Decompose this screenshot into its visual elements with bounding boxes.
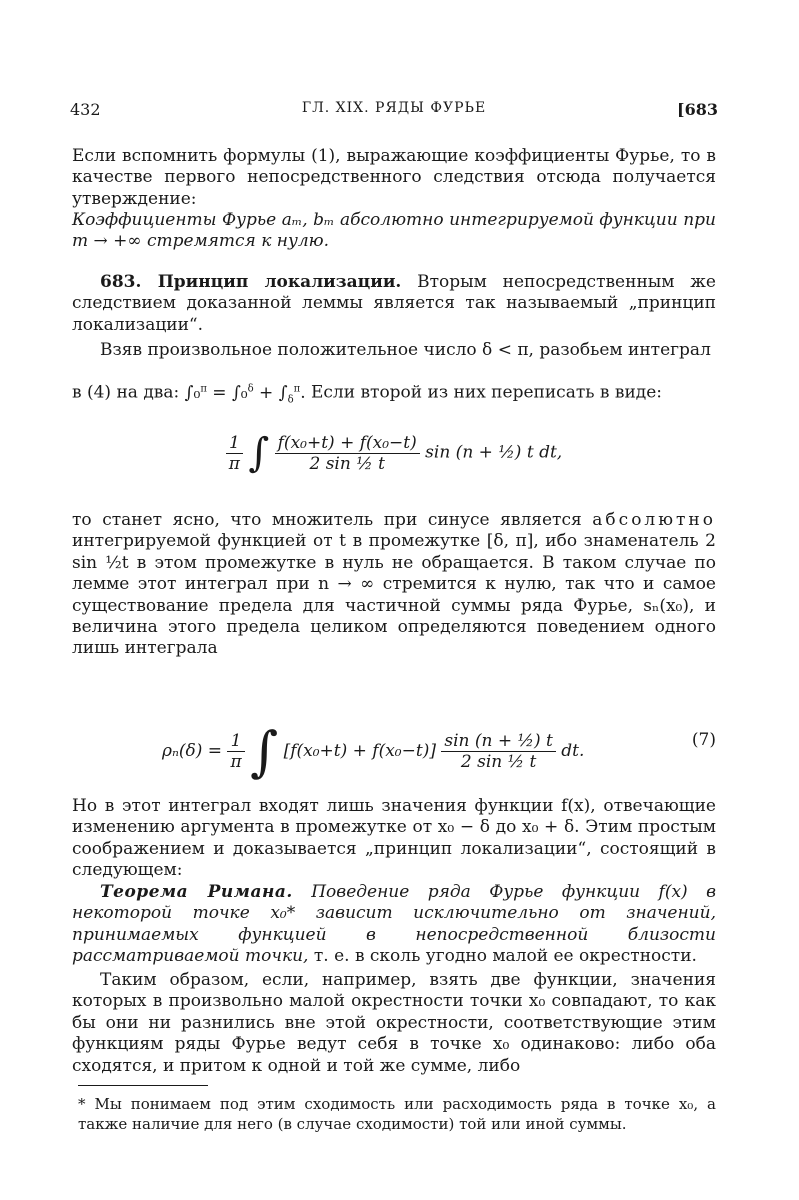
formula2-fraction (441, 731, 556, 772)
split-line-2b: Если второй из них переписать в виде: (311, 382, 663, 403)
theorem-text: Поведение ряда Фурье функции f(x) в некоторой точке x₀* зависит исключительно от значений, принимаемых функцией в непосредственной близости рассматриваемой точки, (72, 882, 717, 967)
split-line-2a: в (4) на два: (72, 382, 180, 403)
formula2-body: [f(x₀+t) + f(x₀−t)] (283, 741, 436, 761)
equation-number: (7) (691, 730, 716, 750)
section-mark: [683 (677, 100, 718, 119)
theorem-riemann (72, 882, 716, 968)
p5-part-b: интегрируемой функцией от t в промежутке [δ, π], ибо знаменатель 2 sin ½t в этом промежутке в нуль не обращается. В таком случае по лемме этот интеграл при n → ∞ стремится к нулю, так что и самое существование предела для частичной суммы ряда Фурье, sₙ(x₀), и величина этого предела целиком определяются поведением одного лишь интеграла (72, 531, 716, 659)
paragraph-split-integral (72, 340, 716, 361)
formula2-numerator: sin (n + ½) t (441, 731, 556, 752)
formula2-denominator: 2 sin ½ t (460, 752, 537, 772)
paragraph-two-functions: Таким образом, если, например, взять две функции, значения которых в произвольно малой окрестности точки x₀ совпадают, то как бы они ни разнились вне этой окрестности, соответствующие этим функциям ряды Фурье ведут себя в точке x₀ одинаково: либо оба сходятся, и притом к одной и той же сумме, либо (72, 970, 716, 1076)
paragraph-fourier-coefficients: Если вспомнить формулы (1), выражающие коэффициенты Фурье, то в качестве первого непосредственного следствия отсюда получается утверждение: (72, 146, 716, 209)
p5-part-a: то станет ясно, что множитель при синусе является (72, 510, 593, 530)
page-number: 432 (70, 100, 101, 119)
formula1-numerator: f(x₀+t) + f(x₀−t) (275, 433, 420, 454)
theorem-tail: т. е. в сколь угодно малой ее окрестности. (308, 946, 697, 967)
integral-sign: ∫ (248, 430, 270, 476)
section-683 (72, 272, 716, 336)
formula2-tail: dt. (561, 741, 585, 761)
formula1-denominator: 2 sin ½ t (309, 453, 385, 474)
formula1-rest: sin (n + ½) t dt, (425, 442, 563, 463)
one-over-pi-2: $\frac{1}{\pi}$ (227, 731, 244, 772)
theorem-title: Теорема Римана. (100, 882, 293, 902)
paragraph-absolute-integrability (72, 510, 716, 660)
section-intro-text: Вторым непосредственным же следствием доказанной леммы является так называемый „принцип локализации“. (72, 272, 716, 335)
section-heading: 683. Принцип локализации. (100, 272, 402, 292)
running-title: ГЛ. XIX. РЯДЫ ФУРЬЕ (301, 100, 487, 116)
p5-spaced-word: абсолютно (592, 510, 716, 530)
statement-coefficients-tend-to-zero: Коэффициенты Фурье aₘ, bₘ абсолютно интегрируемой функции при m → +∞ стремятся к нулю. (72, 210, 716, 252)
formula2-lhs: ρₙ(δ) = (162, 741, 223, 761)
page-header (70, 100, 718, 124)
formula-7 (72, 690, 716, 790)
split-line-1: Взяв произвольное положительное число δ < π, разобьем интеграл (100, 340, 711, 360)
paragraph-split-integral-line2 (72, 378, 716, 410)
paragraph-localization: Но в этот интеграл входят лишь значения функции f(x), отвечающие изменению аргумента в промежутке от x₀ − δ до x₀ + δ. Этим простым соображением и доказывается „принцип локализации“, состоящий в следующем: (72, 796, 716, 881)
integral-sign-2: ∫ (250, 720, 279, 783)
one-over-pi: $\frac{1}{\pi}$ (226, 433, 243, 474)
formula1-fraction (275, 433, 420, 474)
footnote: * Мы понимаем под этим сходимость или расходимость ряда в точке x₀, а также наличие для него (в случае сходимости) той или иной суммы. (78, 1095, 716, 1133)
footnote-rule (78, 1085, 208, 1086)
integral-split-expression: $\int_0^\pi = \int_0^\delta + \int_\delta^\pi$. (184, 382, 311, 406)
formula-tail-integral (72, 430, 716, 476)
